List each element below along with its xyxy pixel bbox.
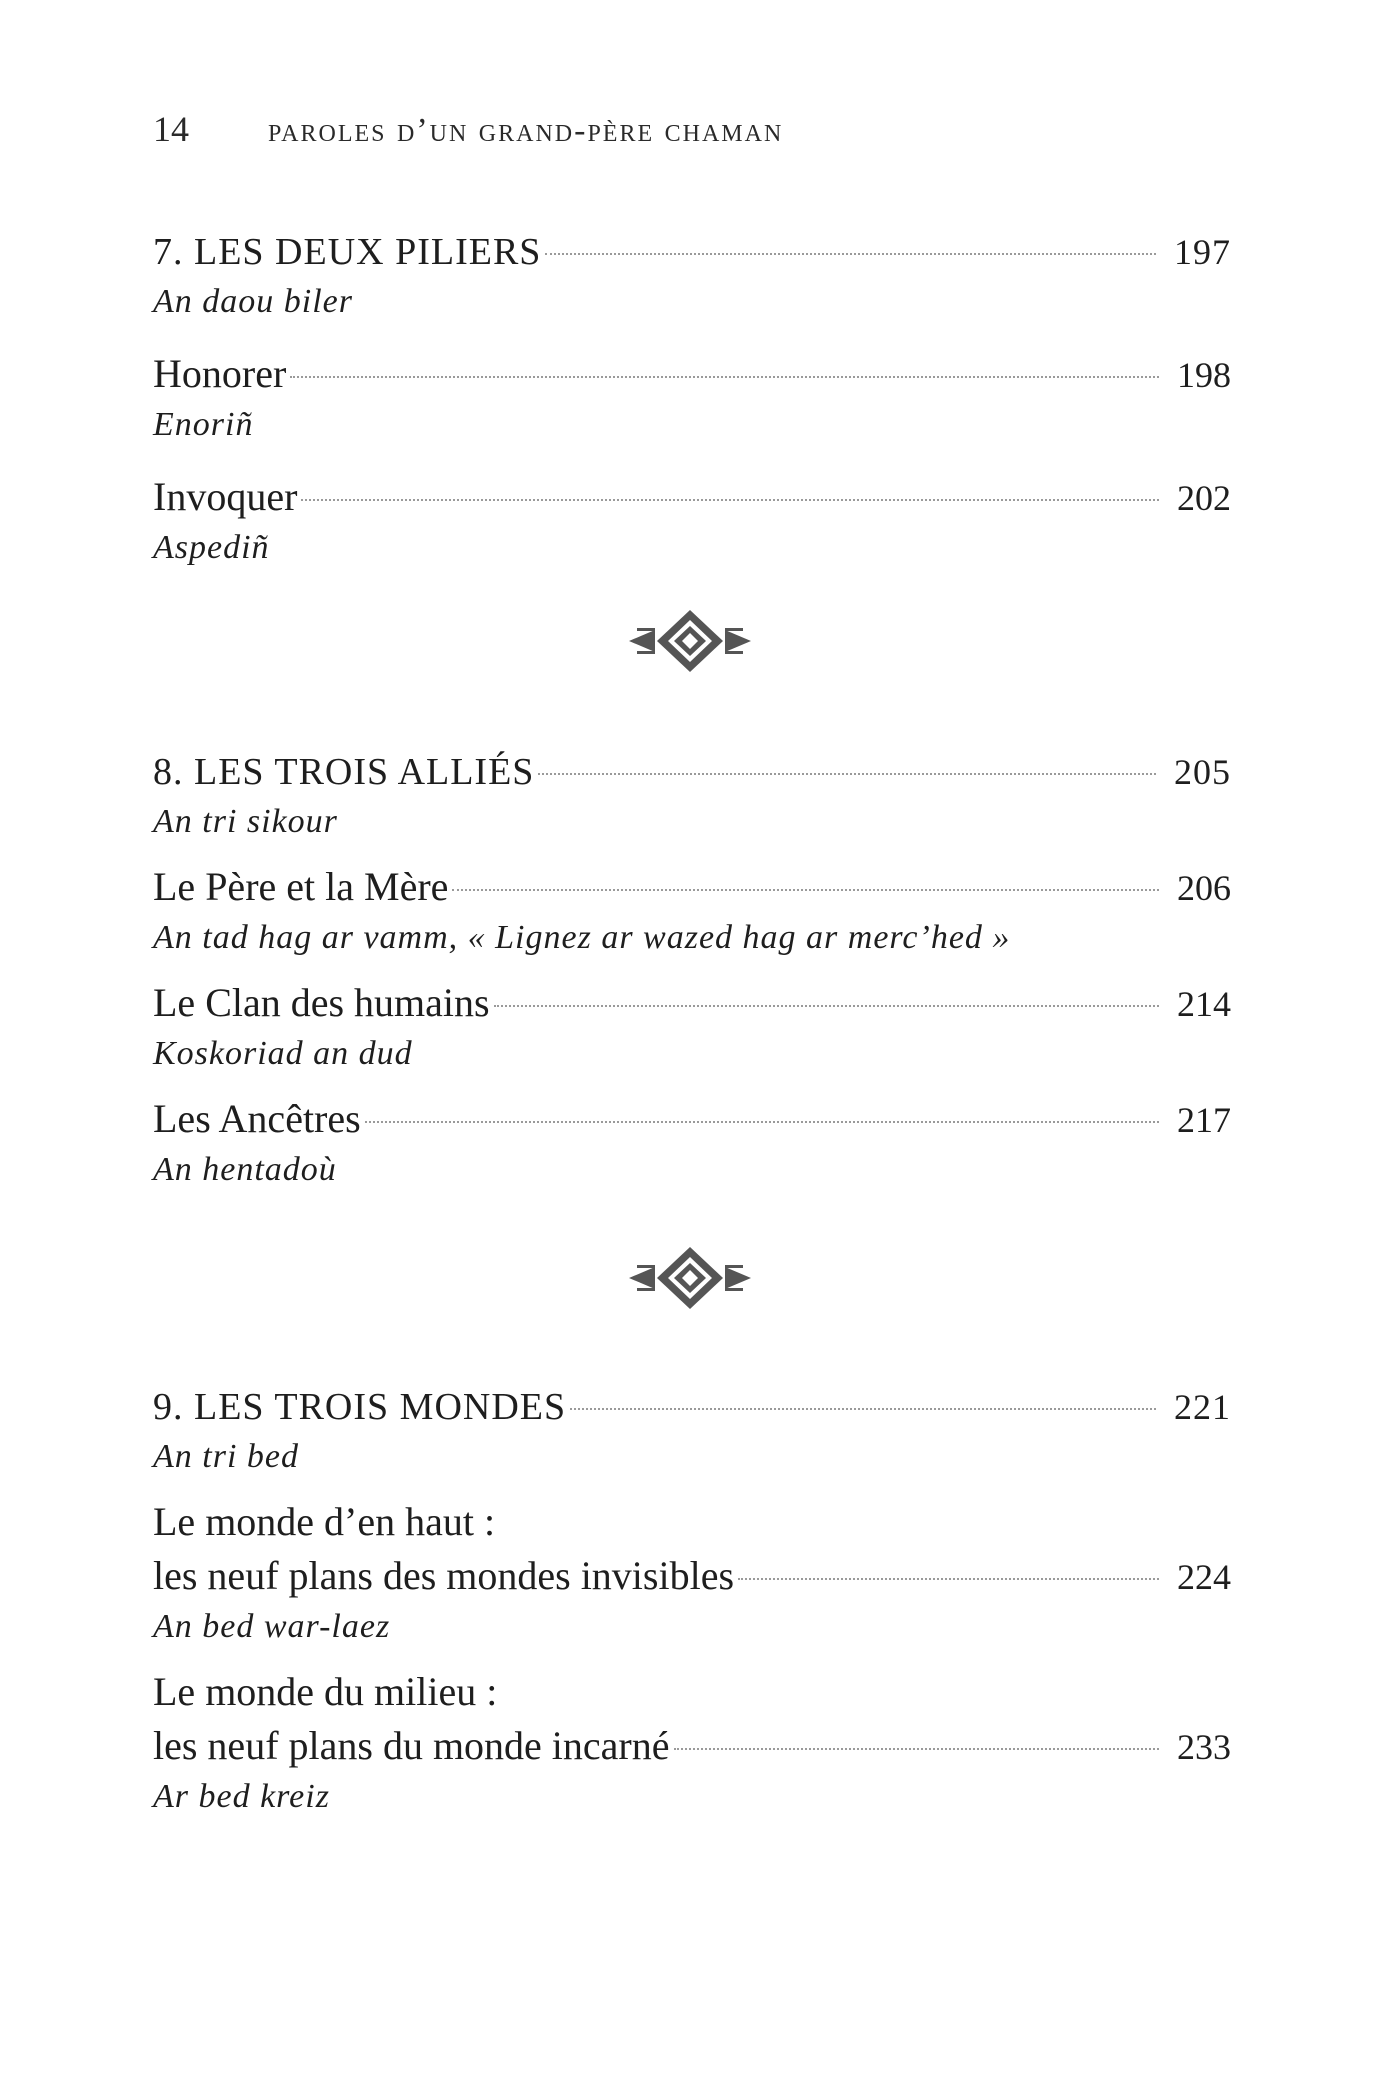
toc-entry[interactable] — [153, 1092, 1231, 1193]
chapter-title: 7. LES DEUX PILIERS — [153, 231, 542, 273]
entry-title: Honorer — [153, 351, 287, 396]
breton-subtitle: An tad hag ar vamm, « Lignez ar wazed hag ar merc’hed » — [153, 919, 1011, 956]
dot-leader — [674, 1748, 1159, 1750]
dot-leader — [301, 499, 1159, 501]
chapter-title: 9. LES TROIS MONDES — [153, 1386, 567, 1428]
page-ref: 197 — [1174, 232, 1231, 272]
breton-subtitle: Aspediñ — [153, 529, 270, 566]
toc-entry[interactable] — [153, 1495, 1231, 1650]
entry-title: Les Ancêtres — [153, 1096, 361, 1141]
toc-entry[interactable] — [153, 976, 1231, 1077]
page-ref: 205 — [1174, 752, 1231, 792]
diamond-ornament-icon — [625, 1245, 755, 1311]
breton-subtitle: An tri bed — [153, 1438, 299, 1475]
page-ref: 198 — [1177, 355, 1231, 395]
breton-subtitle: Ar bed kreiz — [153, 1778, 330, 1815]
dot-leader — [452, 889, 1159, 891]
dot-leader — [290, 376, 1159, 378]
breton-subtitle: Enoriñ — [153, 406, 254, 443]
entry-title: Le Clan des humains — [153, 980, 490, 1025]
entry-title: Invoquer — [153, 474, 298, 519]
toc-entry[interactable] — [153, 470, 1231, 571]
dot-leader — [570, 1408, 1156, 1410]
page-ref: 217 — [1177, 1100, 1231, 1140]
entry-title-line1: Le monde d’en haut : — [153, 1499, 496, 1544]
dot-leader — [494, 1005, 1159, 1007]
breton-subtitle: An bed war-laez — [153, 1608, 391, 1645]
entry-title: Le Père et la Mère — [153, 864, 449, 909]
page-header — [153, 108, 783, 150]
breton-subtitle: An hentadoù — [153, 1151, 337, 1188]
chapter-title: 8. LES TROIS ALLIÉS — [153, 751, 535, 793]
page-ref: 202 — [1177, 478, 1231, 518]
entry-title-line1: Le monde du milieu : — [153, 1669, 498, 1714]
page-ref: 224 — [1177, 1557, 1231, 1597]
page-ref: 221 — [1174, 1387, 1231, 1427]
toc-entry[interactable] — [153, 860, 1231, 961]
dot-leader — [365, 1121, 1159, 1123]
breton-subtitle: An daou biler — [153, 283, 353, 320]
entry-title: les neuf plans du monde incarné — [153, 1723, 670, 1768]
entry-title: les neuf plans des mondes invisibles — [153, 1553, 735, 1598]
dot-leader — [538, 773, 1156, 775]
toc-section-9 — [153, 1380, 1231, 1820]
toc-entry[interactable] — [153, 1665, 1231, 1820]
page-ref: 206 — [1177, 868, 1231, 908]
toc-entry[interactable] — [153, 347, 1231, 448]
toc-section-8 — [153, 745, 1231, 1193]
diamond-ornament-icon — [625, 608, 755, 674]
toc-section-7 — [153, 225, 1231, 571]
dot-leader — [545, 253, 1156, 255]
running-title: paroles d’un grand-père chaman — [268, 112, 784, 149]
toc-chapter-entry[interactable] — [153, 745, 1231, 845]
page-ref: 214 — [1177, 984, 1231, 1024]
page-number: 14 — [153, 109, 189, 149]
toc-chapter-entry[interactable] — [153, 225, 1231, 325]
page-ref: 233 — [1177, 1727, 1231, 1767]
breton-subtitle: Koskoriad an dud — [153, 1035, 413, 1072]
dot-leader — [738, 1578, 1159, 1580]
toc-chapter-entry[interactable] — [153, 1380, 1231, 1480]
breton-subtitle: An tri sikour — [153, 803, 338, 840]
